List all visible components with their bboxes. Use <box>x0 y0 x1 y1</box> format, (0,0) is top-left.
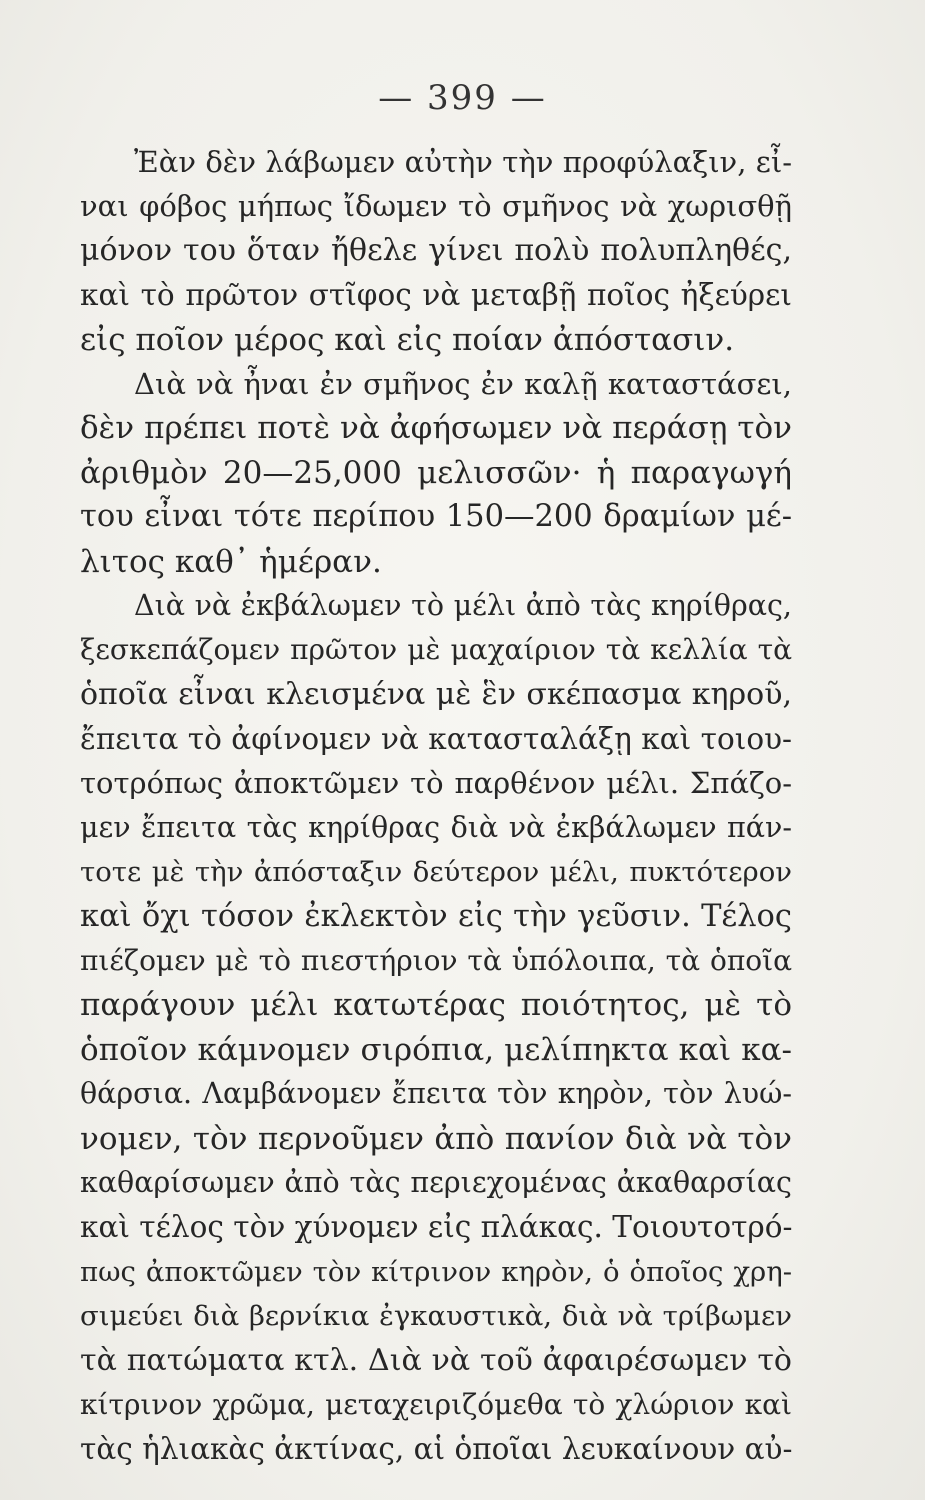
text-line: πως ἀποκτῶμεν τὸν κίτρινον κηρὸν, ὁ ὁποῖος χρη- <box>80 1255 792 1288</box>
text-line: παράγουν μέλι κατωτέρας ποιότητος, μὲ τὸ <box>80 987 792 1024</box>
text-line: ξεσκεπάζομεν πρῶτον μὲ μαχαίριον τὰ κελλία τὰ <box>80 633 792 667</box>
text-line: νομεν, τὸν περνοῦμεν ἀπὸ πανίον διὰ νὰ τὸν <box>80 1120 792 1157</box>
text-line: Διὰ νὰ ἐκβάλωμεν τὸ μέλι ἀπὸ τὰς κηρίθρας, <box>134 588 792 622</box>
text-line: Ἐὰν δὲν λάβωμεν αὐτὴν τὴν προφύλαξιν, εἶ- <box>134 145 792 179</box>
text-line: τὰ πατώματα κτλ. Διὰ νὰ τοῦ ἀφαιρέσωμεν τὸ <box>80 1342 792 1378</box>
text-line: ἔπειτα τὸ ἀφίνομεν νὰ κατασταλάξῃ καὶ τοιου- <box>80 722 792 757</box>
text-line: τοτρόπως ἀποκτῶμεν τὸ παρθένον μέλι. Σπάζο- <box>80 766 792 801</box>
text-line: ναι φόβος μήπως ἴδωμεν τὸ σμῆνος νὰ χωρισθῇ <box>80 189 792 224</box>
text-line: καὶ τὸ πρῶτον στῖφος νὰ μεταβῇ ποῖος ἠξεύρει <box>80 278 792 313</box>
text-line: εἰς ποῖον μέρος καὶ εἰς ποίαν ἀπόστασιν. <box>80 321 735 358</box>
text-line: ὁποῖον κάμνομεν σιρόπια, μελίπηκτα καὶ κα- <box>80 1031 792 1068</box>
text-line: δὲν πρέπει ποτὲ νὰ ἀφήσωμεν νὰ περάσῃ τὸν <box>80 410 792 447</box>
text-line: τοτε μὲ τὴν ἀπόσταξιν δεύτερον μέλι, πυκτότερον <box>80 856 792 889</box>
text-line: σιμεύει διὰ βερνίκια ἐγκαυστικὰ, διὰ νὰ τρίβωμεν <box>80 1300 792 1333</box>
text-line: ἀριθμὸν 20—25,000 μελισσῶν· ἡ παραγωγή <box>80 454 792 491</box>
text-line: του εἶναι τότε περίπου 150—200 δραμίων μέ- <box>80 499 792 535</box>
page-number: — 399 — <box>378 78 547 118</box>
text-line: κίτρινον χρῶμα, μεταχειριζόμεθα τὸ χλώριον καὶ <box>80 1387 792 1421</box>
text-line: καθαρίσωμεν ἀπὸ τὰς περιεχομένας ἀκαθαρσίας <box>80 1165 792 1199</box>
text-line: μεν ἔπειτα τὰς κηρίθρας διὰ νὰ ἐκβάλωμεν πάν- <box>80 810 792 844</box>
text-line: καὶ ὄχι τόσον ἐκλεκτὸν εἰς τὴν γεῦσιν. Τέλος <box>80 898 792 934</box>
text-line: τὰς ἡλιακὰς ἀκτίνας, αἱ ὁποῖαι λευκαίνουν αὐ- <box>80 1432 793 1467</box>
text-line: μόνον του ὅταν ἤθελε γίνει πολὺ πολυπληθές, <box>80 232 792 268</box>
text-line: θάρσια. Λαμβάνομεν ἔπειτα τὸν κηρὸν, τὸν λυώ- <box>80 1077 792 1111</box>
text-line: ὁποῖα εἶναι κλεισμένα μὲ ἓν σκέπασμα κηροῦ, <box>80 676 792 712</box>
text-line: καὶ τέλος τὸν χύνομεν εἰς πλάκας. Τοιουτοτρό- <box>80 1210 793 1245</box>
text-line: λιτος καθ᾽ ἡμέραν. <box>80 543 382 580</box>
text-line: Διὰ νὰ ἦναι ἐν σμῆνος ἐν καλῇ καταστάσει, <box>134 366 792 401</box>
text-line: πιέζομεν μὲ τὸ πιεστήριον τὰ ὑπόλοιπα, τὰ ὁποῖα <box>80 944 792 978</box>
body-text <box>80 140 792 1472</box>
